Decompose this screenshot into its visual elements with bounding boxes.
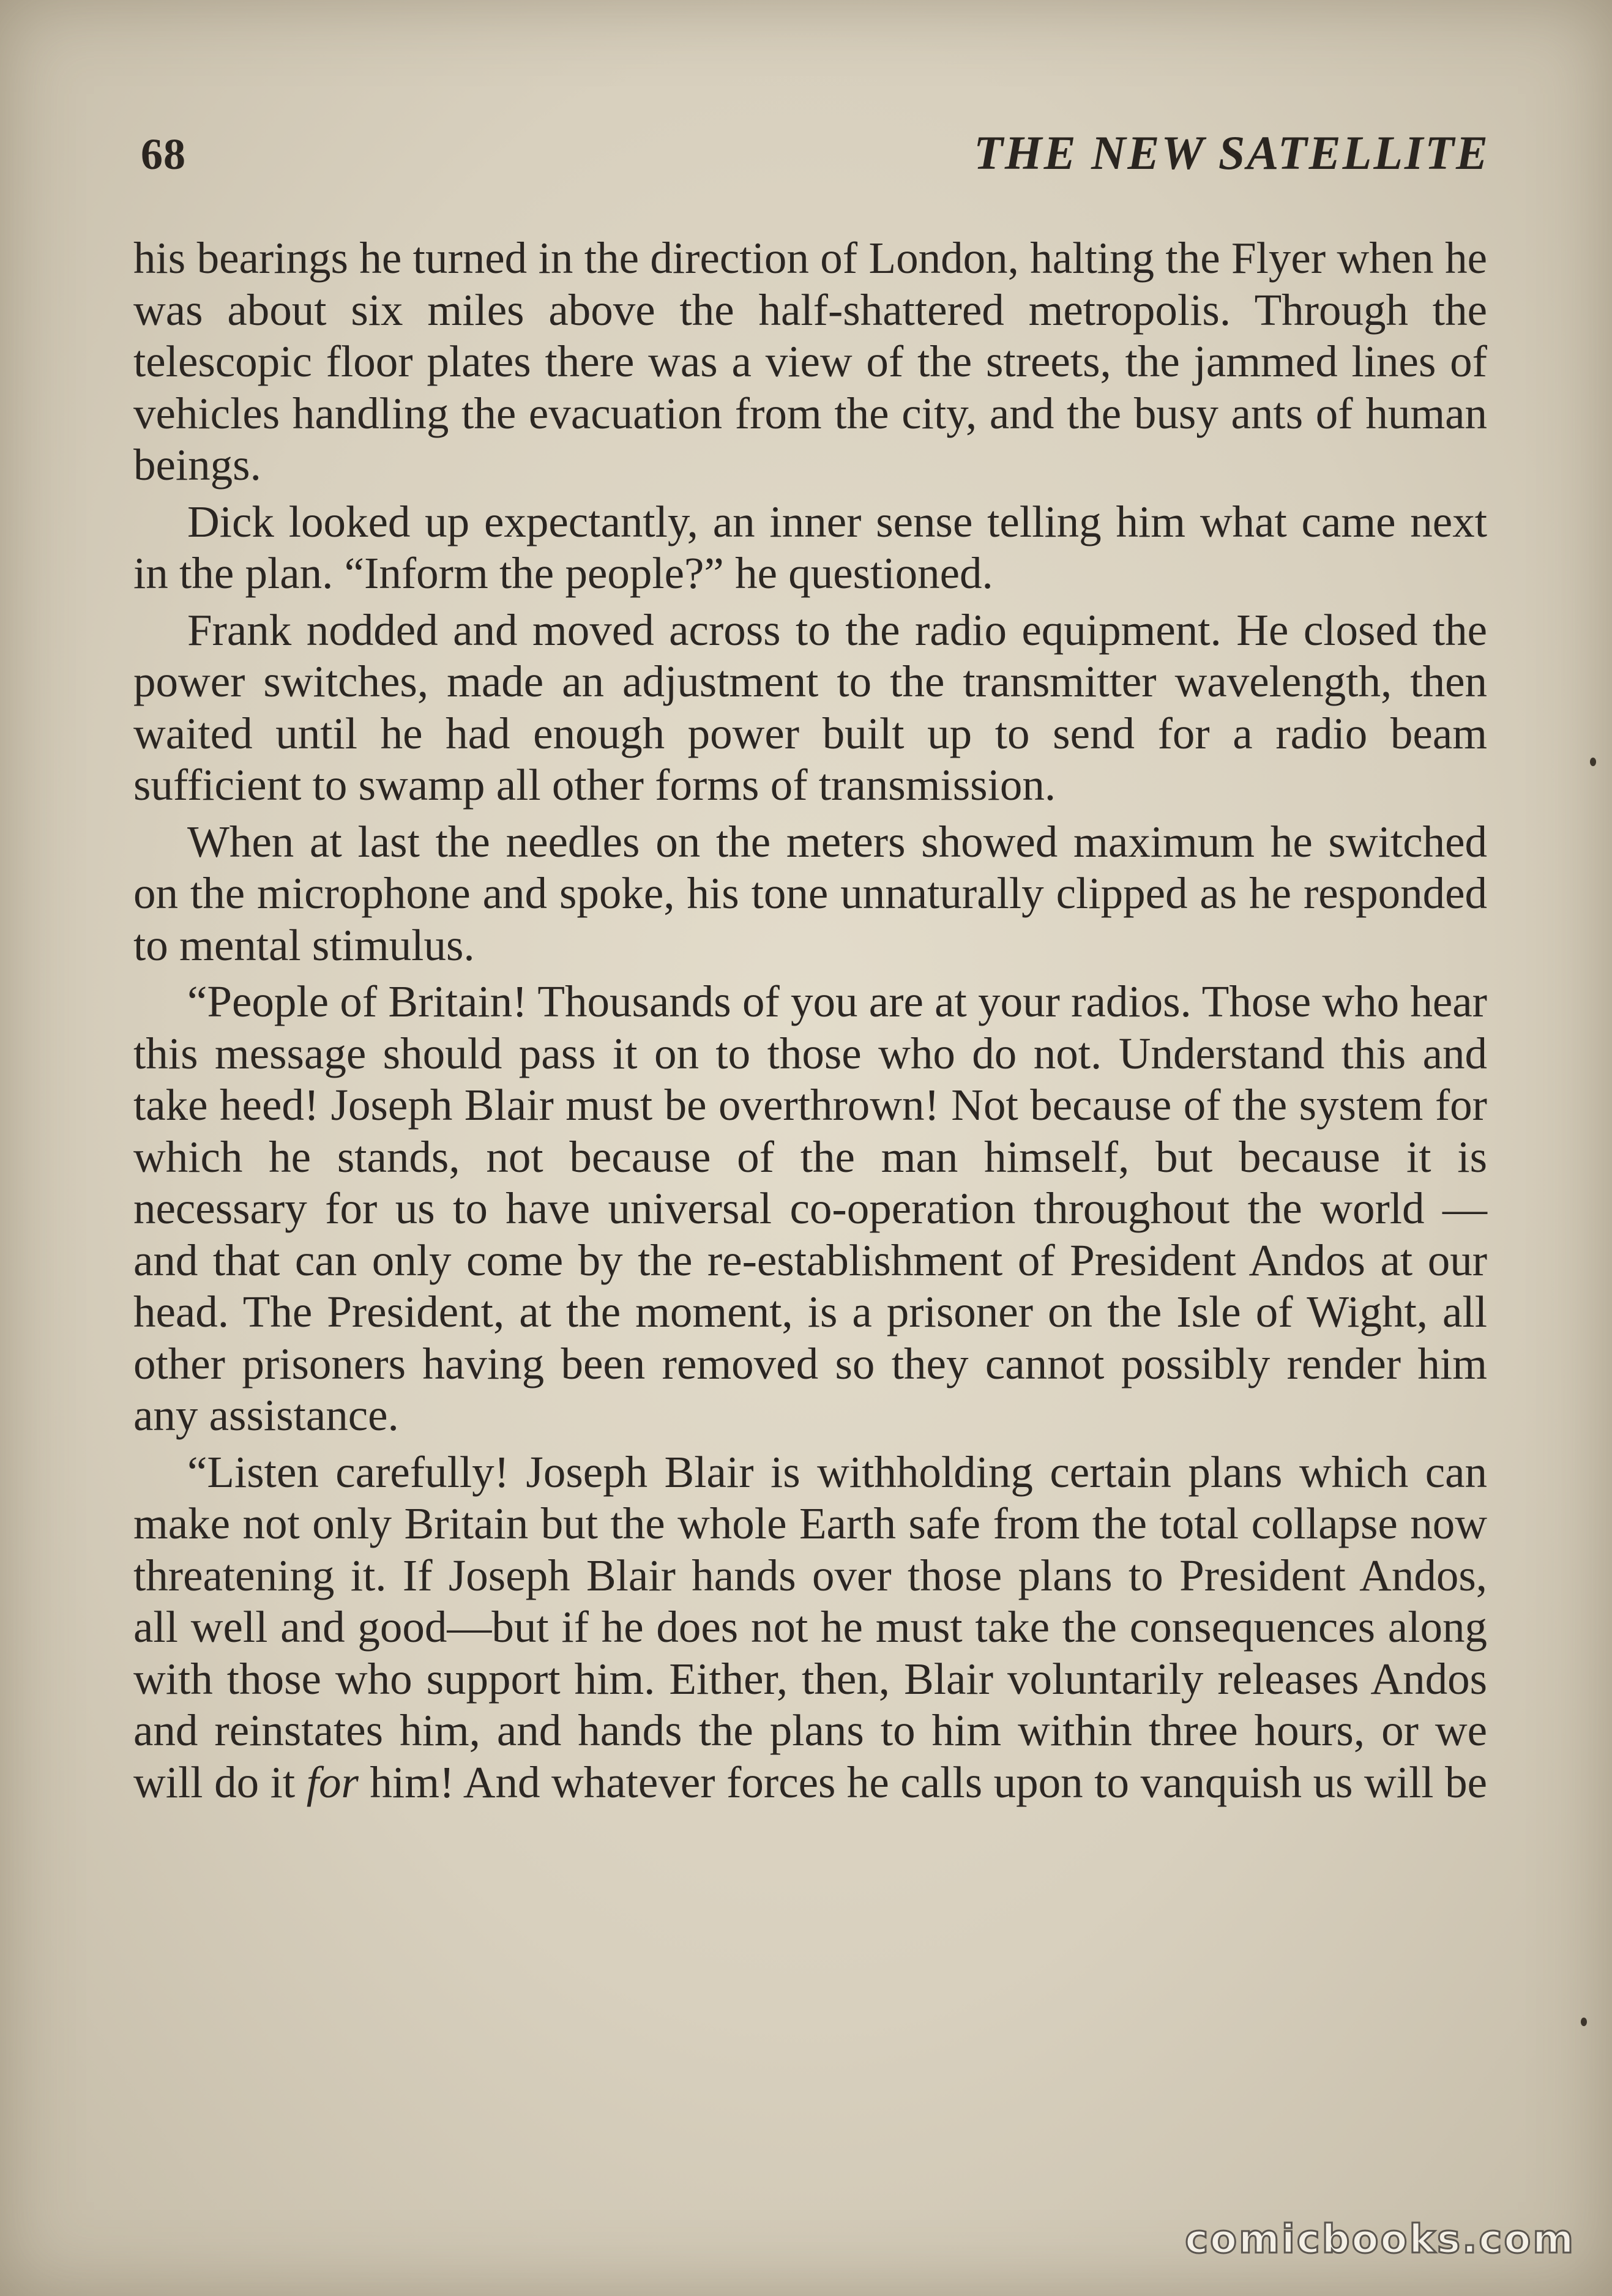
paragraph-speech-2 bbox=[133, 1447, 1487, 1809]
speech-2-text: “Listen carefully! Joseph Blair is withholding certain plans which can make not only Britain but the whole Earth safe from the total collapse now threatening it. If Joseph Blair hands over those plans to President Andos, all well and good—but if he does not he must take the consequences along with those who support him. Either, then, Blair voluntarily releases Andos and reinstates him, and hands the plans to him within three hours, or we will do it bbox=[133, 1447, 1487, 1807]
paragraph-meters: When at last the needles on the meters showed maximum he switched on the microphone and spoke, his tone unnaturally clipped as he responded to mental stimulus. bbox=[133, 816, 1487, 970]
paragraph-speech-1: “People of Britain! Thousands of you are at your radios. Those who hear this message should pass it on to those who do not. Understand this and take heed! Joseph Blair must be overthrown! Not because of the system for which he stands, not because of the man himself, but because it is necessary for us to have universal co-operation throughout the world — and that can only come by the re-establishment of President Andos at our head. The President, at the moment, is a prisoner on the Isle of Wight, all other prisoners having been removed so they cannot possibly render him any assistance. bbox=[133, 977, 1487, 1440]
body-text bbox=[133, 233, 1487, 1813]
paragraph-frank: Frank nodded and moved across to the radio equipment. He closed the power switches, made an adjustment to the transmitter wavelength, then waited until he had enough power built up to send for a radio beam sufficient to swamp all other forms of transmission. bbox=[133, 605, 1487, 810]
speech-2-tail: him! And whatever forces he calls upon to vanquish us will be bbox=[358, 1757, 1487, 1807]
running-head bbox=[141, 125, 1490, 193]
print-speck bbox=[1590, 758, 1596, 766]
print-speck bbox=[1581, 2018, 1587, 2026]
book-title: THE NEW SATELLITE bbox=[974, 126, 1490, 179]
page-number: 68 bbox=[141, 130, 186, 179]
paragraph-dick: Dick looked up expectantly, an inner sense telling him what came next in the plan. “Inform the people?” he questioned. bbox=[133, 496, 1487, 598]
watermark: comicbooks.com bbox=[1185, 2217, 1575, 2262]
emphasis-for: for bbox=[306, 1757, 359, 1807]
paragraph-continuation: his bearings he turned in the direction of London, halting the Flyer when he was about six miles above the half-shattered metropolis. Through the telescopic floor plates there was a view of the streets, the jammed lines of vehicles handling the evacuation from the city, and the busy ants of human beings. bbox=[133, 233, 1487, 490]
